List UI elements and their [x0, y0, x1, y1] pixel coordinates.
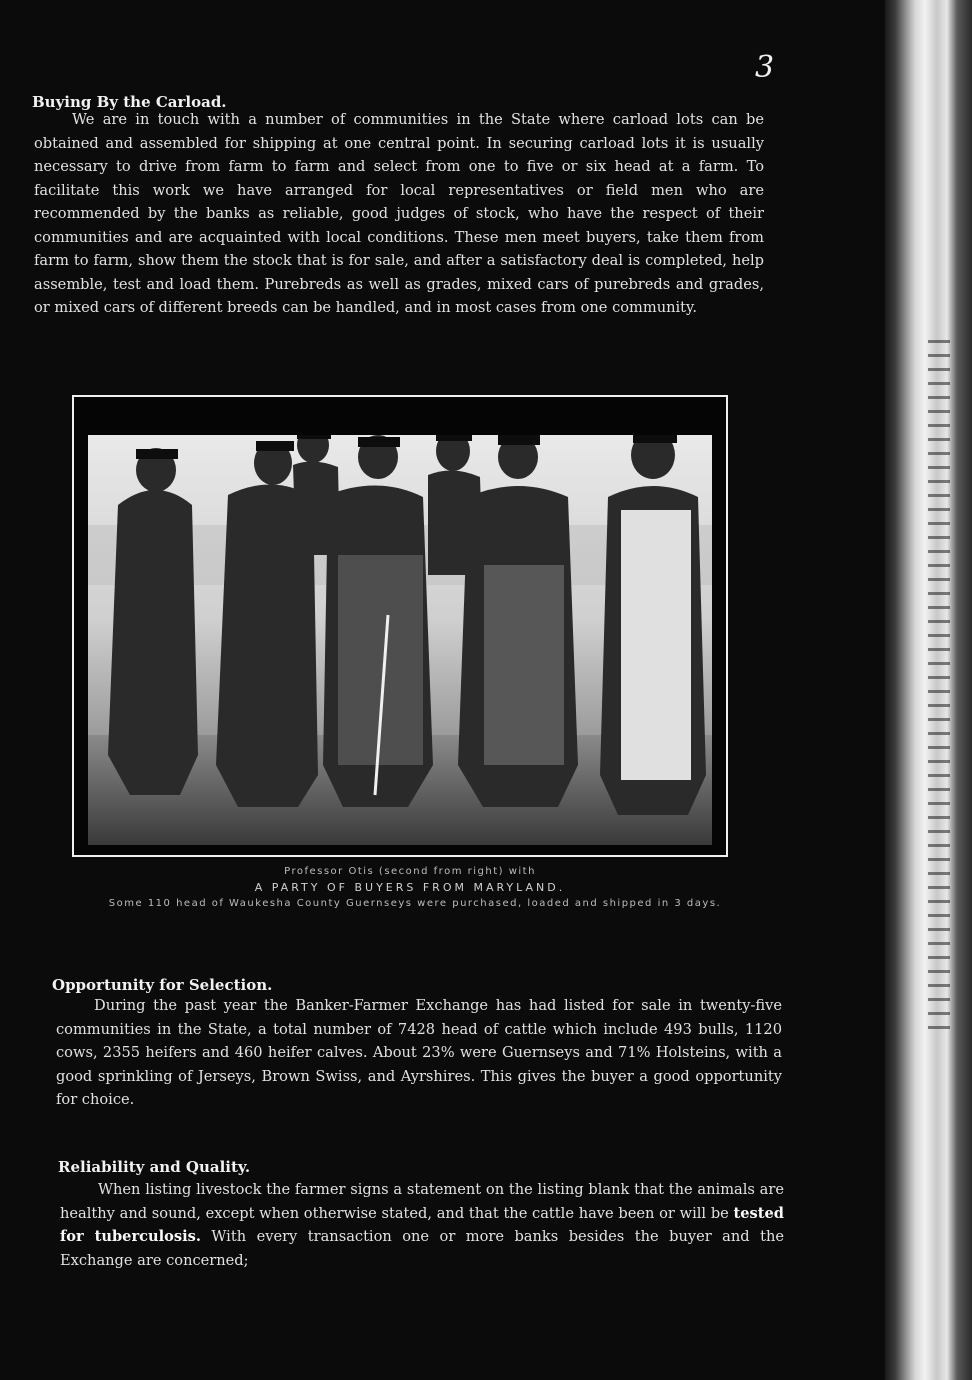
paragraph-carload: We are in touch with a number of communities in the State where carload lots can be obtained and assembled for shipping at one central point. In securing carload lots it is usually necessary to drive from farm to farm and select from one to five or six head at a farm. To facilitate this work we have arranged for local representatives or field men who are recommended by the banks as reliable, good judges of stock, who have the respect of their communities and are acquainted with local conditions. These men meet buyers, take them from farm to farm, show them the stock that is for sale, and after a satisfactory deal is completed, help assemble, test and load them. Purebreds as well as grades, mixed cars of purebreds and grades, or mixed cars of different breeds can be handled, and in most cases from one community.	[34, 111, 764, 316]
photo-caption-line-1: Professor Otis (second from right) with	[284, 866, 536, 877]
page-edge-marks	[928, 340, 950, 1040]
photograph-negative-image	[88, 435, 712, 845]
heading-buying-by-carload: Buying By the Carload.	[32, 93, 227, 111]
page-number: 3	[755, 50, 775, 85]
photograph-buyers-party	[88, 435, 712, 845]
paragraph-selection: During the past year the Banker-Farmer Exchange has had listed for sale in twenty-five communities in the State, a total number of 7428 head of cattle which include 493 bulls, 1120 cows, 2355 heifers and 460 heifer calves. About 23% were Guernseys and 71% Holsteins, with a good sprinkling of Jerseys, Brown Swiss, and Ayrshires. This gives the buyer a good opportunity for choice.	[56, 997, 782, 1108]
heading-opportunity-for-selection: Opportunity for Selection.	[52, 976, 273, 994]
heading-reliability-and-quality: Reliability and Quality.	[58, 1158, 251, 1176]
paragraph-reliability	[60, 1178, 784, 1272]
paragraph-reliability-text-1: When listing livestock the farmer signs a statement on the listing blank that the animals are healthy and sound, except when otherwise stated, and that the cattle have been or will be	[60, 1181, 784, 1222]
paragraph-reliability-bold: tested for tuberculosis.	[60, 1204, 784, 1245]
paragraph-reliability-text-2: With every transaction one or more banks besides the buyer and the Exchange are concerned;	[60, 1228, 784, 1269]
photo-caption-line-2: A PARTY OF BUYERS FROM MARYLAND.	[254, 881, 566, 894]
photo-caption-line-3: Some 110 head of Waukesha County Guernseys were purchased, loaded and shipped in 3 days.	[108, 898, 722, 909]
photograph-frame	[72, 395, 728, 857]
